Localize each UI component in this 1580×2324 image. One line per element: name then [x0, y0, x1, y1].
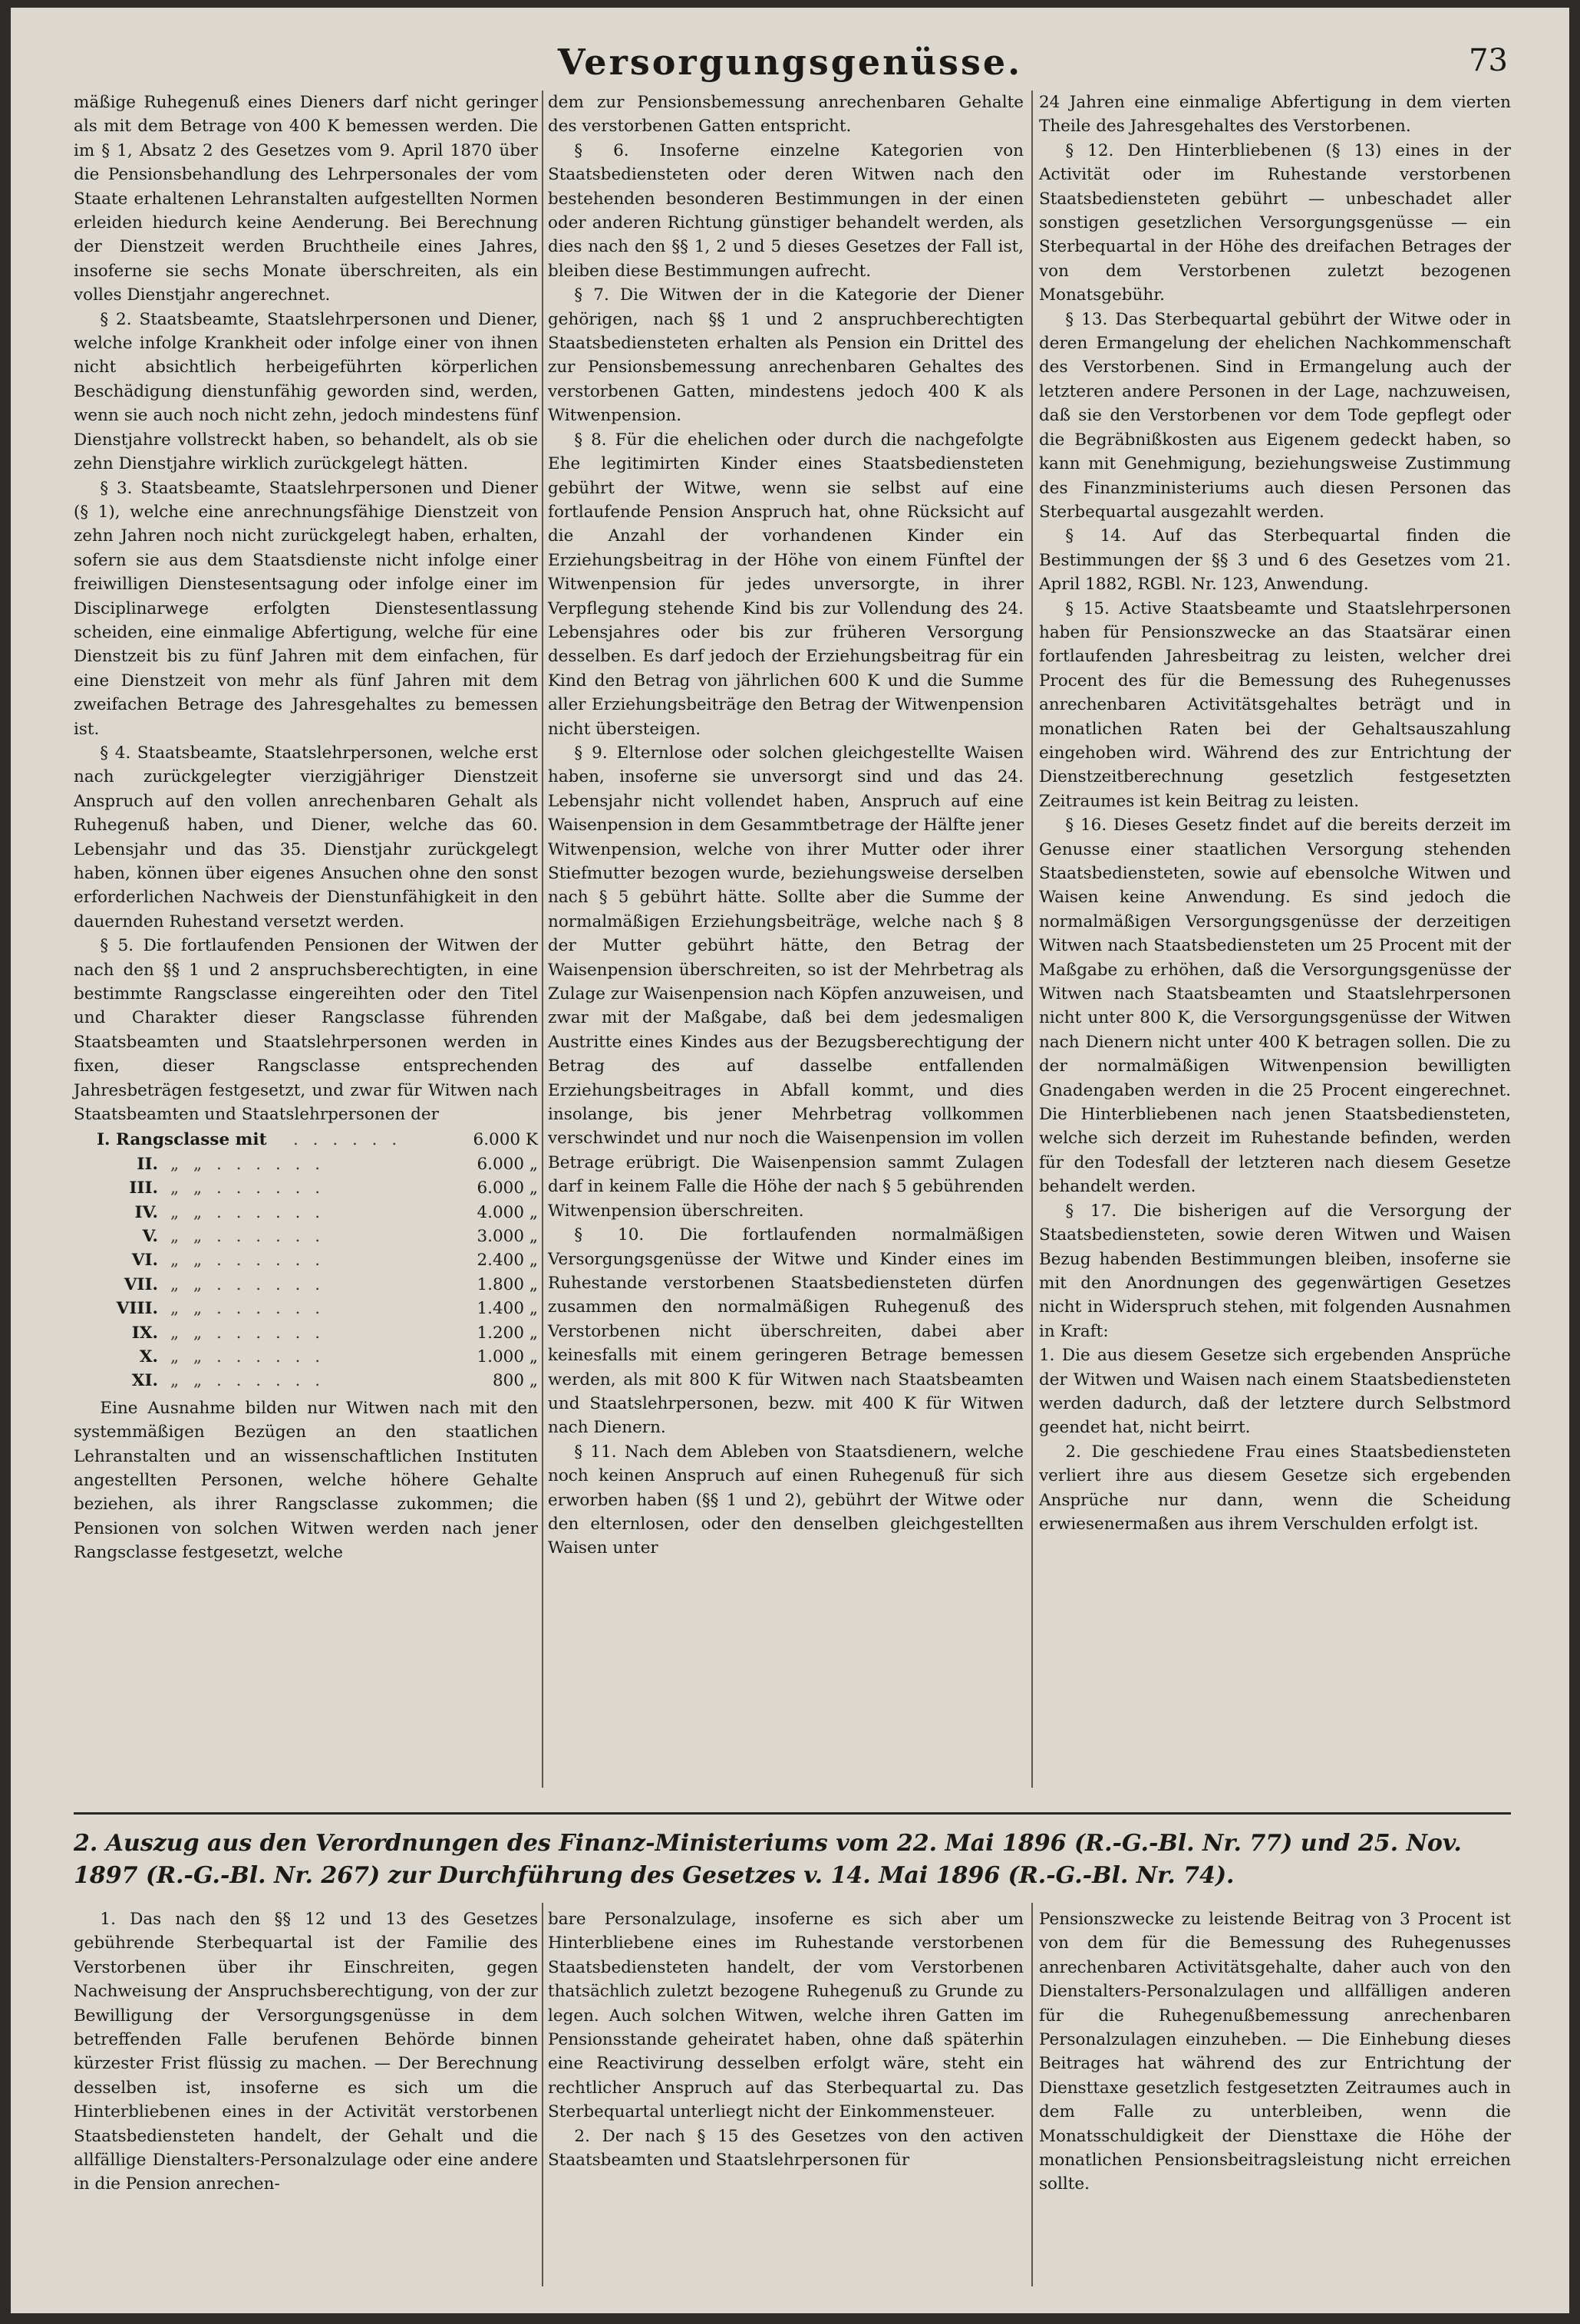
rank-leader: „ „ . . . . . . [170, 1154, 325, 1174]
rank-label: I. Rangsclasse mit [97, 1130, 267, 1150]
rank-label: X. [139, 1347, 158, 1366]
rank-row [74, 1297, 538, 1320]
paragraph: dem zur Pensionsbemessung anrechenbaren Gehalte des verstorbenen Gatten entspricht. [548, 93, 1024, 137]
paragraph-section-16: § 16. Dieses Gesetz findet auf die bereits derzeit im Genusse einer staatlichen Versorgung stehenden Staatsbediensteten, sowie auf ebensolche Witwen und Waisen keine Anwendung. Es sind jedoch die normalmäßigen Versorgungsgenüsse der derzeitigen Witwen nach Staatsbediensteten um 25 Procent mit der Maßgabe zu erhöhen, daß die Versorgungsgenüsse der Witwen nach Staatsbeamten und Staatslehrpersonen nicht unter 800 K, die Versorgungsgenüsse der Witwen nach Dienern nicht unter 400 K betragen sollen. Die zu der normalmäßigen Witwenpension bewilligten Gnadengaben werden in die 25 Procent eingerechnet. Die Hinterbliebenen nach jenen Staatsbediensteten, welche sich derzeit im Ruhestande befinden, werden für den Todesfall der letzteren nach diesem Gesetze behandelt werden. [1039, 816, 1511, 1197]
rank-row [74, 1273, 538, 1297]
rank-label: V. [142, 1227, 158, 1247]
paragraph-section-3: § 3. Staatsbeamte, Staatslehrpersonen und Diener (§ 1), welche eine anrechnungsfähige Dienstzeit von zehn Jahren noch nicht zurückgelegt haben, erhalten, sofern sie aus dem Staatsdienste nicht infolge einer freiwilligen Dienstesentsagung oder infolge einer im Disciplinarwege erfolgten Dienstesentlassung scheiden, eine einmalige Abfertigung, welche für eine Dienstzeit bis zu fünf Jahren mit dem einfachen, für eine Dienstzeit von mehr als fünf Jahren mit dem zweifachen Betrage des Jahresgehaltes zu bemessen ist. [74, 478, 538, 739]
paragraph-section-4: § 4. Staatsbeamte, Staatslehrpersonen, welche erst nach zurückgelegter vierzigjähriger Dienstzeit Anspruch auf den vollen anrechenbaren Gehalt als Ruhegenuß haben, und Diener, welche das 60. Lebensjahr und das 35. Dienstjahr zurückgelegt haben, können über eigenes Ansuchen ohne den sonst erforderlichen Nachweis der Dienstunfähigkeit in den dauernden Ruhestand versetzt werden. [74, 743, 538, 931]
rank-value: 800 „ [492, 1371, 538, 1391]
rank-value: 3.000 „ [477, 1227, 538, 1247]
list-item: 2. Die geschiedene Frau eines Staatsbediensteten verliert ihre aus diesem Gesetze sich ergebenden Ansprüche nur dann, wenn die Scheidung erwiesenermaßen aus ihrem Verschulden erfolgt ist. [1039, 1442, 1511, 1534]
paragraph-section-7: § 7. Die Witwen der in die Kategorie der Diener gehörigen, nach §§ 1 und 2 anspruchberechtigten Staatsbediensteten erhalten als Pension ein Drittel des zur Pensionsbemessung anrechenbaren Gehaltes des verstorbenen Gatten, mindestens jedoch 400 K als Witwenpension. [548, 285, 1024, 426]
paragraph-section-8: § 8. Für die ehelichen oder durch die nachgefolgte Ehe legitimirten Kinder eines Staatsbediensteten gebührt der Witwe, wenn sie selbst auf eine fortlaufende Pension Anspruch hat, ohne Rücksicht auf die Anzahl der vorhandenen Kinder ein Erziehungsbeitrag in der Höhe von einem Fünftel der Witwenpension für jedes unversorgte, in ihrer Verpflegung stehende Kind bis zur Vollendung des 24. Lebensjahres oder bis zur früheren Versorgung desselben. Es darf jedoch der Erziehungsbeitrag für ein Kind den Betrag von jährlichen 600 K und die Summe aller Erziehungsbeiträge den Betrag der Witwenpension nicht übersteigen. [548, 430, 1024, 739]
paragraph-section-9: § 9. Elternlose oder solchen gleichgestellte Waisen haben, insoferne sie unversorgt sind und das 24. Lebensjahr nicht vollendet haben, Anspruch auf eine Waisenpension in dem Gesammtbetrage der Hälfte jener Witwenpension, welche von ihrer Mutter oder ihrer Stiefmutter bezogen wurde, beziehungsweise derselben nach § 5 gebührt hätte. Sollte aber die Summe der normalmäßigen Erziehungsbeiträge, welche nach § 8 der Mutter gebührt hätte, den Betrag der Waisenpension überschreiten, so ist der Mehrbetrag als Zulage zur Waisenpension nach Köpfen anzuweisen, und zwar mit der Maßgabe, daß bei dem jedesmaligen Austritte eines Kindes aus der Bezugsberechtigung der Betrag des auf dasselbe entfallenden Erziehungsbeitrages in Abfall kommt, und dies insolange, bis jener Mehrbetrag vollkommen verschwindet und nur noch die Waisenpension im vollen Betrage erübrigt. Die Waisenpension sammt Zulagen darf in keinem Falle die Höhe der nach § 5 gebührenden Witwenpension überschreiten. [548, 743, 1024, 1221]
column-divider [1031, 1903, 1033, 2286]
rank-leader: „ „ . . . . . . [170, 1299, 325, 1319]
rank-row [74, 1321, 538, 1345]
rank-value: 6.000 „ [477, 1178, 538, 1198]
rank-class-table [74, 1128, 538, 1393]
document-page [11, 8, 1569, 2313]
section2-column-3 [1039, 1907, 1511, 2197]
rank-label: IX. [131, 1323, 158, 1343]
section2-column-1 [74, 1907, 538, 2197]
paragraph-section-12: § 12. Den Hinterbliebenen (§ 13) eines in der Activität oder im Ruhestande verstorbenen Staatsbediensteten gebührt — unbeschadet aller sonstigen gesetzlichen Versorgungsgenüsse — ein Sterbequartal in der Höhe des dreifachen Betrages der von dem Verstorbenen zuletzt bezogenen Monatsgebühr. [1039, 140, 1511, 305]
rank-value: 1.400 „ [477, 1299, 538, 1319]
column-divider [542, 1903, 543, 2286]
rank-row [74, 1225, 538, 1248]
section-divider [74, 1812, 1511, 1815]
rank-row [74, 1248, 538, 1272]
rank-label: III. [129, 1178, 158, 1198]
paragraph-section-10: § 10. Die fortlaufenden normalmäßigen Versorgungsgenüsse der Witwe und Kinder eines im Ruhestande verstorbenen Staatsbediensteten dürfen zusammen den normalmäßigen Ruhegenuß des Verstorbenen nicht überschreiten, dabei aber keinesfalls mit einem geringeren Betrage bemessen werden, als mit 800 K für Witwen nach Staatsbeamten und Staatslehrpersonen, bezw. mit 400 K für Witwen nach Dienern. [548, 1225, 1024, 1438]
list-item: 1. Die aus diesem Gesetze sich ergebenden Ansprüche der Witwen und Waisen nach einem Staatsbediensteten werden dadurch, daß der letztere durch Selbstmord geendet hat, nicht beirrt. [1039, 1346, 1511, 1438]
paragraph-section-2: § 2. Staatsbeamte, Staatslehrpersonen und Diener, welche infolge Krankheit oder infolge einer von ihnen nicht absichtlich herbeigeführten körperlichen Beschädigung dienstunfähig geworden sind, werden, wenn sie auch noch nicht zehn, jedoch mindestens fünf Dienstjahre vollstreckt haben, so behandelt, als ob sie zehn Dienstjahre wirklich zurückgelegt hätten. [74, 309, 538, 474]
paragraph-section-13: § 13. Das Sterbequartal gebührt der Witwe oder in deren Ermangelung der ehelichen Nachkommenschaft des Verstorbenen. Sind in Ermangelung auch der letzteren andere Personen in der Lage, nachzuweisen, daß sie den Verstorbenen vor dem Tode gepflegt oder die Begräbnißkosten aus Eigenem gedeckt haben, so kann mit Genehmigung, beziehungsweise Zustimmung des Finanzministeriums auch diesen Personen das Sterbequartal ausgezahlt werden. [1039, 309, 1511, 522]
rank-leader: „ „ . . . . . . [170, 1371, 325, 1391]
rank-label: XI. [131, 1371, 158, 1391]
rank-value: 1.000 „ [477, 1347, 538, 1366]
page-number: 73 [1469, 43, 1508, 78]
rank-value: 1.200 „ [477, 1323, 538, 1343]
rank-value: 4.000 „ [477, 1202, 538, 1222]
rank-leader: „ „ . . . . . . [170, 1323, 325, 1343]
paragraph: Pensionszwecke zu leistende Beitrag von 3 Procent ist von dem für die Bemessung des Ruhegenusses anrechenbaren Activitätsgehalte, daher auch von den Dienstalters-Personalzulagen und allfälligen anderen für die Ruhegenußbemessung anrechenbaren Personalzulagen einzuheben. — Die Einhebung dieses Beitrages hat während des zur Entrichtung der Diensttaxe gesetzlich festgesetzten Zeitraumes auch in dem Falle zu unterbleiben, wenn die Monatsschuldigkeit der Diensttaxe die Höhe der monatlichen Pensionsbeitragsleistung nicht erreichen sollte. [1039, 1910, 1511, 2194]
rank-leader: „ „ . . . . . . [170, 1347, 325, 1366]
paragraph: 2. Der nach § 15 des Gesetzes von den activen Staatsbeamten und Staatslehrpersonen für [548, 2126, 1024, 2171]
rank-label: VIII. [116, 1299, 158, 1319]
rank-leader: „ „ . . . . . . [170, 1274, 325, 1294]
running-title: Versorgungsgenüsse. [557, 41, 1023, 83]
rank-leader: „ „ . . . . . . [170, 1251, 325, 1271]
rank-value: 1.800 „ [477, 1274, 538, 1294]
rank-row [74, 1128, 538, 1152]
column-divider [542, 91, 543, 1788]
rank-value: 6.000 „ [477, 1154, 538, 1174]
rank-row [74, 1176, 538, 1200]
paragraph-section-14: § 14. Auf das Sterbequartal finden die Bestimmungen der §§ 3 und 6 des Gesetzes vom 21. April 1882, RGBl. Nr. 123, Anwendung. [1039, 526, 1511, 595]
rank-leader: „ „ . . . . . . [170, 1227, 325, 1247]
rank-row [74, 1369, 538, 1393]
rank-row [74, 1152, 538, 1176]
page-header [11, 41, 1569, 87]
rank-row [74, 1201, 538, 1225]
paragraph: Eine Ausnahme bilden nur Witwen nach mit den systemmäßigen Bezügen an den staatlichen Lehranstalten und an wissenschaftlichen Instituten angestellten Personen, welche höhere Gehalte beziehen, als ihrer Rangsclasse zukommen; die Pensionen von solchen Witwen werden nach jener Rangsclasse festgesetzt, welche [74, 1398, 538, 1563]
column-divider [1031, 91, 1033, 1788]
rank-leader: . . . . . . [293, 1130, 402, 1150]
rank-label: VI. [131, 1251, 158, 1271]
rank-value: 6.000 K [473, 1130, 538, 1150]
paragraph: bare Personalzulage, insoferne es sich aber um Hinterbliebene eines im Ruhestande verstorbenen Staatsbediensteten handelt, der vom Verstorbenen thatsächlich zuletzt bezogene Ruhegenuß zu Grunde zu legen. Auch solchen Witwen, welche ihren Gatten im Pensionsstande geheiratet haben, ohne daß späterhin eine Reactivirung desselben erfolgt wäre, steht ein rechtlicher Anspruch auf das Sterbequartal zu. Das Sterbequartal unterliegt nicht der Einkommensteuer. [548, 1910, 1024, 2122]
rank-leader: „ „ . . . . . . [170, 1178, 325, 1198]
rank-label: IV. [134, 1202, 158, 1222]
section2-column-2 [548, 1907, 1024, 2172]
paragraph-section-17: § 17. Die bisherigen auf die Versorgung der Staatsbediensteten, sowie deren Witwen und Waisen Bezug habenden Bestimmungen bleiben, insoferne sie mit den Anordnungen des gegenwärtigen Gesetzes nicht in Widerspruch stehen, mit folgenden Ausnahmen in Kraft: [1039, 1201, 1511, 1341]
text-column-3 [1039, 91, 1511, 1536]
paragraph-section-11: § 11. Nach dem Ableben von Staatsdienern, welche noch keinen Anspruch auf einen Ruhegenuß für sich erworben haben (§§ 1 und 2), gebührt der Witwe oder den elternlosen, oder den denselben gleichgestellten Waisen unter [548, 1442, 1024, 1558]
rank-value: 2.400 „ [477, 1251, 538, 1271]
paragraph: 1. Das nach den §§ 12 und 13 des Gesetzes gebührende Sterbequartal ist der Familie des Verstorbenen über ihr Einschreiten, gegen Nachweisung der Anspruchsberechtigung, von der zur Bewilligung der Versorgungsgenüsse in dem betreffenden Falle berufenen Behörde binnen kürzester Frist flüssig zu machen. — Der Berechnung desselben ist, insoferne es sich um die Hinterbliebenen eines in der Activität verstorbenen Staatsbediensteten handelt, der Gehalt und die allfällige Dienstalters-Personalzulage oder eine andere in die Pension anrechen- [74, 1910, 538, 2194]
paragraph-section-5: § 5. Die fortlaufenden Pensionen der Witwen der nach den §§ 1 und 2 anspruchsberechtigten, in eine bestimmte Rangsclasse eingereihten oder den Titel und Charakter dieser Rangsclasse führenden Staatsbeamten und Staatslehrpersonen werden in fixen, dieser Rangsclasse entsprechenden Jahresbeträgen festgesetzt, und zwar für Witwen nach Staatsbeamten und Staatslehrpersonen der [74, 936, 538, 1125]
paragraph: mäßige Ruhegenuß eines Dieners darf nicht geringer als mit dem Betrage von 400 K bemessen werden. Die im § 1, Absatz 2 des Gesetzes vom 9. April 1870 über die Pensionsbehandlung des Lehrpersonales der vom Staate erhaltenen Lehranstalten aufgestellten Normen erleiden hiedurch keine Aenderung. Bei Berechnung der Dienstzeit werden Bruchtheile eines Jahres, insoferne sie sechs Monate überschreiten, als ein volles Dienstjahr angerechnet. [74, 93, 538, 305]
text-column-1 [74, 91, 538, 1565]
paragraph-section-15: § 15. Active Staatsbeamte und Staatslehrpersonen haben für Pensionszwecke an das Staatsärar einen fortlaufenden Jahresbeitrag zu leisten, welcher drei Procent des für die Bemessung des Ruhegenusses anrechenbaren Activitätsgehaltes beträgt und in monatlichen Raten bei der Gehaltsauszahlung eingehoben wird. Während des zur Entrichtung der Dienstzeitberechnung gesetzlich festgesetzten Zeitraumes ist kein Beitrag zu leisten. [1039, 598, 1511, 811]
rank-row [74, 1345, 538, 1369]
section-heading: 2. Auszug aus den Verordnungen des Finanz-Ministeriums vom 22. Mai 1896 (R.-G.-Bl. Nr. 77) und 25. Nov. 1897 (R.-G.-Bl. Nr. 267) zur Durchführung des Gesetzes v. 14. Mai 1896 (R.-G.-Bl. Nr. 74). [74, 1830, 1462, 1889]
rank-label: II. [137, 1154, 158, 1174]
paragraph-section-6: § 6. Insoferne einzelne Kategorien von Staatsbediensteten oder deren Witwen nach den bestehenden besonderen Bestimmungen in der einen oder anderen Richtung günstiger behandelt werden, als dies nach den §§ 1, 2 und 5 dieses Gesetzes der Fall ist, bleiben diese Bestimmungen aufrecht. [548, 140, 1024, 281]
paragraph: 24 Jahren eine einmalige Abfertigung in dem vierten Theile des Jahresgehaltes des Verstorbenen. [1039, 93, 1511, 137]
text-column-2 [548, 91, 1024, 1561]
rank-label: VII. [124, 1274, 158, 1294]
rank-leader: „ „ . . . . . . [170, 1202, 325, 1222]
